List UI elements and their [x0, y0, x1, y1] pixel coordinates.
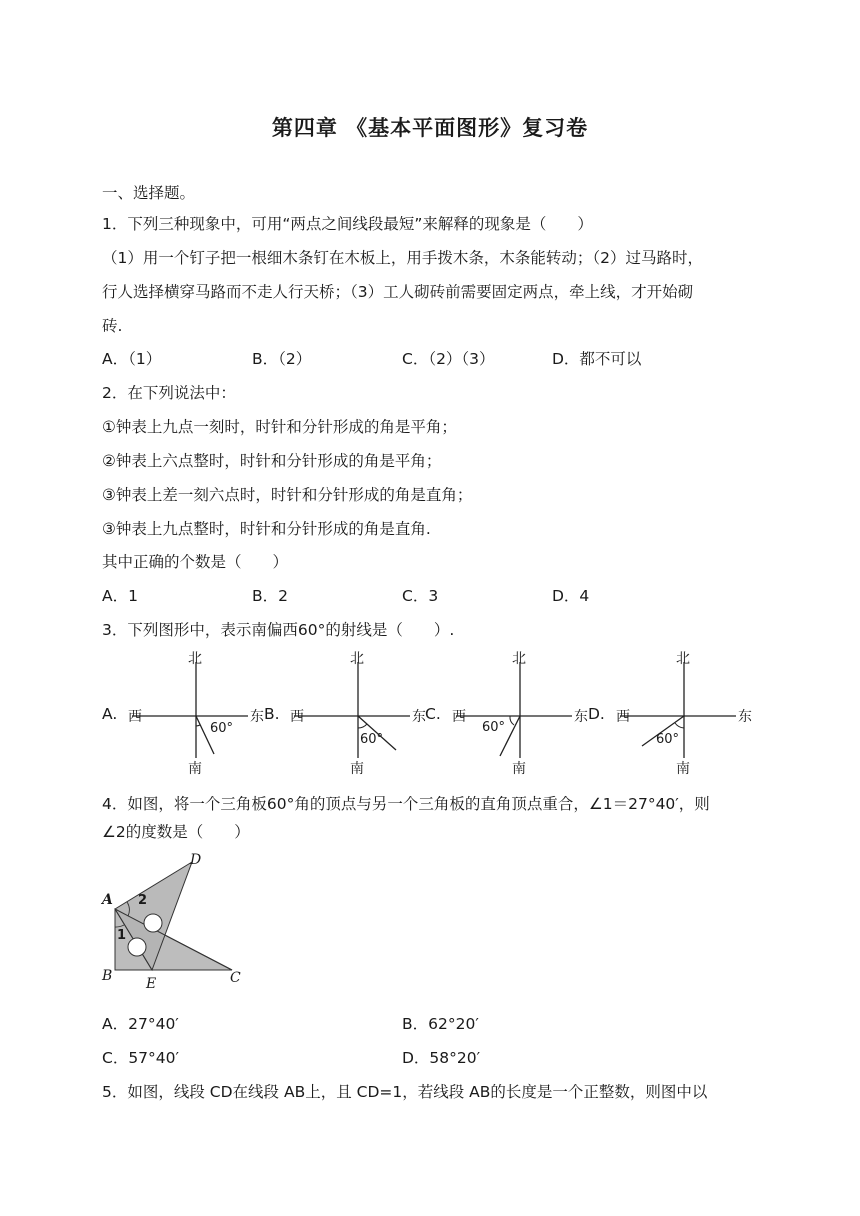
q5-stem: 5．如图，线段 CD在线段 AB上，且 CD=1，若线段 AB的长度是一个正整数，则图中以: [102, 1083, 708, 1101]
label-north: 北: [350, 651, 364, 667]
q2-item-4: ③钟表上九点整时，时针和分针形成的角是直角.: [102, 520, 431, 538]
q2-option-c: C．3: [402, 587, 439, 605]
q1-option-a: A．（1）: [102, 350, 162, 368]
label-north: 北: [676, 651, 690, 667]
q2-stem: 2．在下列说法中：: [102, 384, 236, 402]
label-angle: 60°: [210, 721, 234, 736]
label-north: 北: [512, 651, 526, 667]
q3-option-c-label: C.: [425, 705, 441, 723]
angle-2-label: 2: [138, 893, 148, 908]
label-south: 南: [188, 761, 202, 777]
compass-diagram-c: [448, 646, 618, 778]
q1-line-2: 行人选择横穿马路而不走人行天桥；（3）工人砌砖前需要固定两点，牵上线，才开始砌: [102, 283, 694, 301]
q2-question: 其中正确的个数是（ ）: [102, 553, 289, 571]
label-east: 东: [574, 709, 588, 725]
compass-diagram-b: [286, 646, 456, 778]
q4-option-a: A．27°40′: [102, 1015, 179, 1033]
q2-option-a: A．1: [102, 587, 138, 605]
q4-option-c: C．57°40′: [102, 1049, 180, 1067]
point-c-label: C: [230, 970, 241, 986]
label-west: 西: [128, 709, 142, 725]
compass-diagram-d: [612, 646, 782, 778]
q4-stem-line-2: ∠2的度数是（ ）: [102, 823, 250, 841]
angle-1-label: 1: [117, 928, 127, 943]
q3-option-a-label: A.: [102, 705, 118, 723]
q2-item-1: ①钟表上九点一刻时，时针和分针形成的角是平角；: [102, 418, 457, 436]
q1-line-3: 砖.: [102, 317, 123, 335]
label-north: 北: [188, 651, 202, 667]
q3-option-d-label: D.: [588, 705, 605, 723]
q2-option-b: B．2: [252, 587, 288, 605]
label-east: 东: [412, 709, 426, 725]
label-south: 南: [350, 761, 364, 777]
label-east: 东: [738, 709, 752, 725]
point-e-label: E: [146, 976, 157, 992]
point-b-label: B: [102, 968, 113, 984]
label-west: 西: [452, 709, 466, 725]
q1-line-1: （1）用一个钉子把一根细木条钉在木板上，用手拨木条，木条能转动；（2）过马路时，: [102, 249, 703, 267]
q1-option-c: C．（2）（3）: [402, 350, 495, 368]
q4-stem-line-1: 4．如图，将一个三角板60°角的顶点与另一个三角板的直角顶点重合，∠1＝27°40′，则: [102, 795, 710, 813]
point-d-label: D: [190, 852, 202, 868]
label-west: 西: [290, 709, 304, 725]
page-title: 第四章 《基本平面图形》复习卷: [271, 116, 589, 140]
q2-item-2: ②钟表上六点整时，时针和分针形成的角是平角；: [102, 452, 442, 470]
compass-diagram-a: [124, 646, 294, 778]
q3-option-b-label: B.: [264, 705, 280, 723]
q1-option-b: B．（2）: [252, 350, 312, 368]
label-west: 西: [616, 709, 630, 725]
q4-option-b: B．62°20′: [402, 1015, 479, 1033]
q2-option-d: D．4: [552, 587, 590, 605]
label-angle: 60°: [656, 732, 680, 747]
label-angle: 60°: [360, 732, 384, 747]
label-angle: 60°: [482, 720, 506, 735]
q1-option-d: D．都不可以: [552, 350, 642, 368]
q2-item-3: ③钟表上差一刻六点时，时针和分针形成的角是直角；: [102, 486, 473, 504]
label-east: 东: [250, 709, 264, 725]
label-south: 南: [676, 761, 690, 777]
label-south: 南: [512, 761, 526, 777]
section-heading: 一、选择题。: [102, 184, 196, 202]
q1-stem: 1．下列三种现象中，可用“两点之间线段最短”来解释的现象是（ ）: [102, 215, 593, 233]
point-a-label: A: [102, 892, 113, 908]
q3-stem: 3．下列图形中，表示南偏西60°的射线是（ ）.: [102, 621, 455, 639]
q4-option-d: D．58°20′: [402, 1049, 481, 1067]
triangle-figure: [96, 852, 256, 992]
